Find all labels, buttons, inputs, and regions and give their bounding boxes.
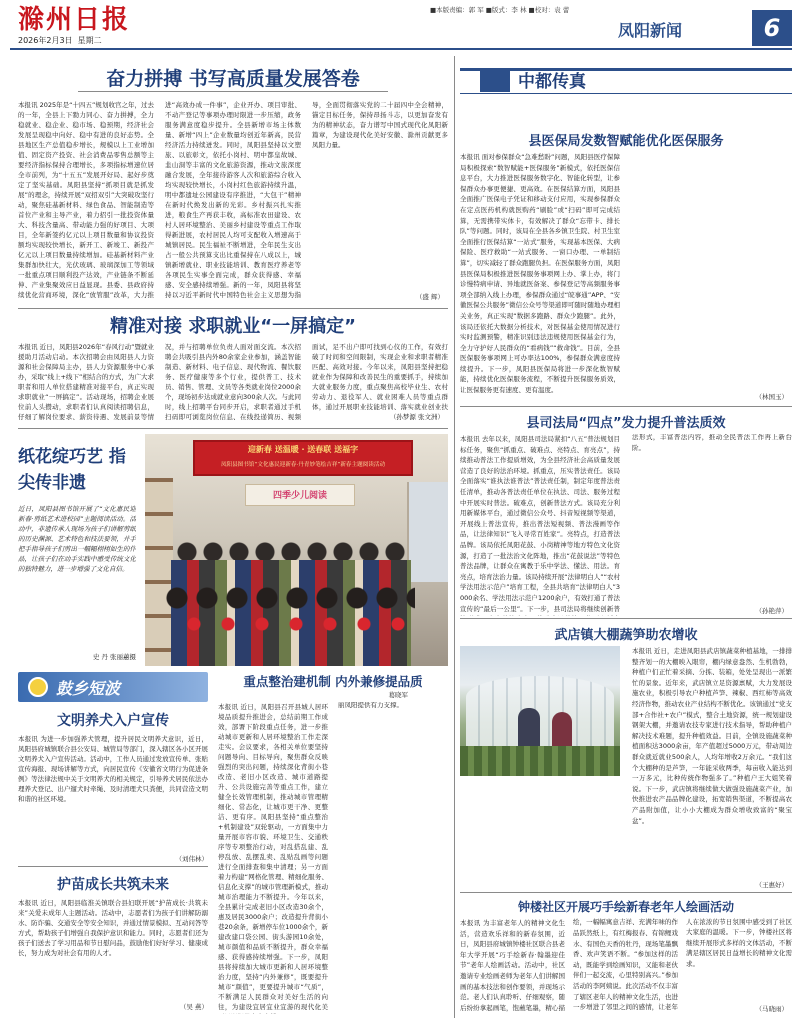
article-headline: 精准对接 求职就业“一屏搞定” <box>110 316 356 337</box>
article-text-col-2 <box>632 152 792 392</box>
short-news-2-text-col <box>18 898 208 998</box>
article-text-col-2 <box>165 342 301 422</box>
article-text-col-2 <box>632 434 792 606</box>
article-text: 本报讯 去年以来，凤阳县司法局紧扣“八五”普法规划目标任务，聚焦“抓重点、破难点、亮特点、育亮点”，持续推动普法工作提质增效，为全县经济社会高质量发展营造了良好的法治环境。抓重点，压实普法责任。该局全面落实“谁执法谁普法”普法责任制，制定年度普法责任清单，推动各普法责任单位在执法、司法、服务过程中开展实时普法。破难点，创新普法方式。该局充分利用新媒体平台，通过微信公众号、抖音短视频等渠道，开展线上普法宣传，推出普法短视频、普法漫画等作品，让法律知识“飞入寻常百姓家”。亮特点，打造普法品牌。该局依托凤阳花鼓、小岗精神等地方特色文化资源，打造了一批法治文化阵地，推出“花鼓说法”等特色普法品牌，让群众在寓教于乐中学法、懂法、用法。育亮点，培育法治力量。该局持续开展“法律明白人”“农村学法用法示范户”培育工程，全县共培育“法律明白人”3000余名、学法用法示范户1200余户，有效打通了普法宣传的“最后一公里”。下一步，县司法局将继续创新普 <box>460 435 620 613</box>
article-author: （林国玉） <box>755 393 788 401</box>
article-text-col-1 <box>218 702 328 1014</box>
article-text: 绘，一幅幅寓意吉祥、充满年味的作品跃然纸上，有红梅报春、有锦鲤戏水、有国色天香的牡丹，现场笔墨飘香、欢声笑语不断。“参加这样的活动，既能学到绘画知识，又能和老伙伴们一起交流，心里特别高兴。”参加活动的李阿姨说。此次活动不仅丰富了辖区老年人的精神文化生活，也进一步增进了邻里之间的感情，让老年 <box>573 918 678 1012</box>
article-development <box>18 58 448 306</box>
article-text: 本报讯 近日，走进凤阳县武店镇蔬菜种植基地，一排排整齐划一的大棚映入眼帘，棚内绿意盎然、生机勃勃，种植户们正忙着采摘、分拣、装箱，处处呈现出一派繁忙的景象。近年来，武店镇立足资源禀赋，大力发展设施农业，积极引导农户种植芦笋、辣椒、西红柿等高效经济作物，推动农业产业结构不断优化。该镇通过“党支部+合作社+农户”模式，整合土地资源，统一规划建设钢架大棚，并邀请农技专家进行技术指导，帮助种植户解决技术难题，提升种植效益。目前，全镇设施蔬菜种植面积达3000余亩，年产值超过5000万元，带动周边群众就近就业500余人，人均年增收2万余元。“我们这个大棚种的是芦笋，一年能采收两季，每亩收入能达到一万多元，比种传统作物强多了。”种植户王大姐笑着说。下一步，武店镇将继续做大做强设施蔬菜产业，加快推进农产品品牌化建设，拓宽销售渠道，不断提高农产品附加值，让小小大棚成为群众增收致富的“聚宝盆”。 <box>632 647 792 825</box>
logo-block <box>480 70 510 92</box>
board-text: 四季少儿阅读 <box>272 491 327 501</box>
article-text-col-3 <box>312 100 448 290</box>
caption-text: 近日，凤阳县图书馆开展了“文化惠民迎新春·剪纸艺术进校园”主题阅读活动。活动中，非遗传承人现场为孩子们讲解剪纸的历史渊源、艺术特色和技法要领，并手把手指导孩子们剪出一幅幅栩栩如生的作品，让孩子们在动手实践中感受传统文化的独特魅力，进一步增强了文化自信。 <box>18 505 136 573</box>
photo-banner <box>193 440 413 476</box>
section-header-bar <box>460 68 792 94</box>
section-header-title: 中都传真 <box>518 72 586 92</box>
article-headline: 武店镇大棚蔬笋助农增收 <box>554 628 698 643</box>
article-text-col-3 <box>686 918 792 1004</box>
article-text: 进“高效办成一件事”，企业开办、项目审批、不动产登记等事项办理时限进一步压缩，政务服务满意度稳步提升。全县新增市场主体数量、新增“四上”企业数量均创近年新高，民营经济活力持续迸发。同时，凤阳县坚持以文塑旅、以旅彰文，依托小岗村、明中都皇故城、韭山洞等丰富的文化旅游资源，推动文旅深度融合发展，全年接待游客人次和旅游综合收入均实现较快增长，小岗村红色旅游持续升温，明中都遗址公园建设有序推进，“大包干”精神在新时代焕发出新的光彩。乡村振兴扎实推进，粮食生产再获丰收，高标准农田建设、农村人居环境整治、美丽乡村建设等重点工作取得新进展，农村居民人均可支配收入增速高于城镇居民。民生福祉不断增进，全年民生支出占一般公共预算支出比重保持在八成以上，城镇新增就业、职业技能培训、教育医疗养老等各项民生实事全面完成，群众获得感、幸福感、安全感持续增强。新的一年，凤阳县将坚持以习近平新时代中国特色社会主义思想为指 <box>165 101 301 299</box>
article-text-col-2 <box>338 702 448 1014</box>
article-text-col-2 <box>573 918 678 1014</box>
article-renovation <box>218 672 448 1017</box>
farm-photo <box>460 646 620 776</box>
article-text-col-3 <box>312 342 448 412</box>
caption-text-col <box>18 504 136 644</box>
article-headline: 钟楼社区开展巧手绘新春老年人绘画活动 <box>517 900 734 914</box>
article-text-col-2 <box>632 646 792 878</box>
headline-rule <box>78 91 388 92</box>
page-number: 6 <box>763 14 781 42</box>
banner-line-1: 迎新春 送温暖 · 送春联 送福字 <box>247 445 359 454</box>
event-photo <box>145 434 448 666</box>
divider <box>18 308 448 309</box>
page-number-badge <box>752 10 792 46</box>
left-bookshelf <box>145 478 173 666</box>
short-news-column <box>18 672 208 1017</box>
article-text: 人在浓浓的节日氛围中感受到了社区大家庭的温暖。下一步，钟楼社区将继续开展形式多样的文体活动，不断满足辖区居民日益增长的精神文化需求。 <box>686 918 792 969</box>
article-text-col-1 <box>18 100 154 300</box>
article-author: （马晓雨） <box>755 1005 788 1013</box>
article-text: 面试，足不出户即可找到心仪的工作，有效打破了时间和空间限制，实现企业和求职者精准匹配、高效对接。今年以来，凤阳县坚持把稳就业作为保障和改善民生的重要抓手，持续加大就业服务力度，重点聚焦高校毕业生、农村劳动力、退役军人、就业困难人员等重点群体，通过开展职业技能培训、落实就业创业扶 <box>312 343 448 411</box>
photo-caption-block <box>18 434 136 666</box>
short-news-1-text: 本报讯 为进一步加强养犬管理，提升居民文明养犬意识，近日，凤阳县府城镇联合县公安局、城管局等部门，深入辖区各小区开展文明养犬入户宣传活动。活动中，工作人员通过发放宣传单、张贴宣传海报、现场讲解等方式，向居民宣传《安徽省文明行为促进条例》等法律法规中关于文明养犬的相关规定，引导养犬居民依法办理养犬登记、出户遛犬时牵绳、及时清理犬只粪便，共同营造文明和谐的社区环境。 <box>18 735 208 803</box>
editors-line: ■本版责编：郭 军 ■版式：李 林 ■校对：袁 蕾 <box>430 6 570 14</box>
short-news-2-text: 本报讯 近日，凤阳县临淮关镇联合县妇联开展“护苗成长·共筑未来”关爱未成年人主题活动。活动中，志愿者们为孩子们讲解防溺水、防诈骗、交通安全等安全知识，并通过情景模拟、互动问答等方式，帮助孩子们增强自我保护意识和能力。同时，志愿者们还为孩子们送去了学习用品和节日慰问品，鼓励他们好好学习、健康成长，努力成为对社会有用的人才。 <box>18 899 208 957</box>
masthead-rule <box>10 48 792 50</box>
greenhouse <box>466 676 614 746</box>
article-text: 本报讯 近日，凤阳县2026年“春风行动”暨就业援助月活动启动。本次招聘会由凤阳县人力资源和社会保障局主办，县人力资源服务中心承办，采取“线上+线下”相结合的方式，为广大求职者和用人单位搭建精准对接平台，真正实现求职就业“一屏搞定”。活动现场，招聘企业展位前人头攒动，求职者们认真阅读招聘信息，仔细了解岗位要求、薪资待遇、发展前景等情 <box>18 343 154 421</box>
divider <box>460 618 792 619</box>
reading-board <box>245 484 355 506</box>
article-author: （孙梦源 张文洲） <box>389 413 444 421</box>
short-news-1-text-col <box>18 734 208 854</box>
article-text: 丽凤阳提供有力支撑。 <box>338 702 403 709</box>
short-news-2-author: （吴 燕） <box>179 1003 208 1011</box>
right-window <box>407 482 448 582</box>
short-news-title: 鼓乡短波 <box>56 679 121 698</box>
article-text-col-3 <box>460 780 620 880</box>
divider <box>460 406 792 407</box>
article-author: （盛 辉） <box>415 293 444 301</box>
section-name: 凤阳新闻 <box>618 21 683 40</box>
newspaper-logo: 滁州日报 <box>18 5 131 35</box>
weekday-text: 星期二 <box>77 36 102 45</box>
article-text: 本报讯 面对参保群众“急难愁盼”问题，凤阳县医疗保障局积极探索“数智赋能+医保服务”新模式，依托医保信息平台，大力推进医保服务数字化、智能化转型，让参保群众办事更便捷、更高效。在医保结算方面，凤阳县全面推广医保电子凭证和移动支付应用，实现参保群众在定点医药机构就医购药“刷脸”或“扫码”即可完成结算，无需携带实体卡，有效解决了群众“忘带卡、排长队”等问题。同时，该局在全县各乡镇卫生院、村卫生室全面推行医保结算“一站式”服务，实现基本医保、大病保险、医疗救助“一站式服务、一窗口办理、一单制结算”，切实减轻了群众跑腿负担。在医保服务方面，凤阳县医保局积极推进医保服务事项网上办、掌上办，将门诊慢特病申请、异地就医备案、参保登记等高频服务事项全部纳入线上办理，参保群众通过“皖事通”APP、“安徽医保公共服务”微信公众号等渠道即可随时随地办理相关业务，真正实现“数据多跑路、群众少跑腿”。此外，该局还依托大数据分析技术，对医保基金使用情况进行实时监测预警，精准识别违法违规使用医保基金行为，全力守护好人民群众的“看病钱”“救命钱”。目前，全县医保服务事项网上可办率达100%，参保群众满意度持续提升。下一步，凤阳县医保局将进一步深化数智赋能，持续优化医保服务流程，不断提升医保服务质效，让医保服务更有速度、更有温度。 <box>460 153 620 395</box>
crop-rows <box>460 746 620 776</box>
photo-credit: 史 丹 张丽蕙摄 <box>92 653 136 661</box>
caption-headline: 纸花绽巧艺 指尖传非遗 <box>18 447 126 493</box>
article-headline: 县医保局发数智赋能优化医保服务 <box>528 134 724 149</box>
divider <box>18 866 208 867</box>
article-text-col-1 <box>460 918 565 1014</box>
date-text: 2026年2月3日 <box>18 36 73 45</box>
article-byline: 葛晓军 <box>388 691 408 699</box>
issue-date <box>18 35 102 46</box>
article-text-col-2 <box>165 100 301 300</box>
divider <box>18 428 448 429</box>
crowd-front-row <box>165 584 415 614</box>
right-section <box>460 56 792 1018</box>
article-text-col-1 <box>460 152 620 402</box>
article-text-col-1 <box>18 342 154 422</box>
short-news-1-author: （刘伟林） <box>175 855 208 863</box>
divider <box>460 892 792 893</box>
article-headline: 重点整治建机制 内外兼修提品质 <box>243 674 423 689</box>
drum-icon <box>28 677 48 697</box>
short-news-header <box>18 672 208 702</box>
column-divider <box>454 56 455 1018</box>
article-text: 本报讯 为丰富老年人的精神文化生活，营造欢乐祥和的新春氛围，近日，凤阳县府城镇钟楼社区联合县老年大学开展“巧手绘新春·翰墨迎佳节”老年人绘画活动。活动中，社区邀请专业绘画老师为老年人们讲解国画的基本技法和创作要领，并现场示范。老人们认真聆听、仔细观察，随后纷纷拿起画笔，饱蘸笔墨，精心描 <box>460 919 565 1012</box>
papercut-artworks <box>185 616 405 632</box>
article-headline: 奋力拼搏 书写高质量发展答卷 <box>106 68 360 90</box>
article-text: 导，全面贯彻落实党的二十届四中全会精神，锚定目标任务，保持昂扬斗志，以更加奋发有为的精神状态，奋力谱写中国式现代化凤阳新篇章，为建设现代化美好安徽、滁州贡献更多凤阳力量。 <box>312 101 448 149</box>
banner-line-2: 凤阳县图书馆“文化惠民迎新春·丹青妙笔绘吉祥”新春主题阅读活动 <box>220 462 386 468</box>
article-text: 况，并与招聘单位负责人面对面交流。本次招聘会共吸引县内外80余家企业参加，涵盖智能制造、新材料、电子信息、现代物流、餐饮服务、医疗健康等多个行业，提供普工、技术员、销售、管理、文员等各类就业岗位2000余个，现场初步达成就业意向300余人次。与此同时，线上招聘平台同步开启，求职者通过手机扫码即可浏览岗位信息、在线投递简历、视频 <box>165 343 301 421</box>
article-author: （王惠好） <box>755 881 788 889</box>
article-employment <box>18 312 448 424</box>
article-text-col-1 <box>460 434 620 616</box>
article-text: 本报讯 2025年是“十四五”规划收官之年，过去的一年，全县上下勠力同心、奋力拼搏，全力稳就业、稳企业、稳市场、稳预期，经济社会发展呈现稳中向好、稳中有进的良好态势。全县地区生产总值稳步增长，规模以上工业增加值、固定资产投资、社会消费品零售总额等主要经济指标保持合理增长，多项指标增速位居全市前列，为“十五五”发展开好局、起好步奠定了坚实基础。凤阳县坚持“抓项目就是抓发展”的理念，持续开展“双招双引”大突破攻坚行动，聚焦硅基新材料、绿色食品、智能制造等首位产业和主导产业，着力招引一批投资体量大、科技含量高、带动能力强的好项目、大项目，全年新签约亿元以上项目数量和协议投资额均实现较快增长，新开工、新竣工、新投产亿元以上项目数量持续增加。硅基新材料产业集群加快壮大，光伏玻璃、玻璃深加工等领域一批重点项目顺利投产达效，产业链条不断延伸、产业集聚效应日益显现。县委、县政府持续优化营商环境，深化“放管服”改革，大力推 <box>18 101 154 299</box>
article-text: 本报讯 近日，凤阳县召开县城人居环境品质提升推进会，总结前期工作成效，部署下阶段重点任务，进一步推动城市更新和人居环境整治工作走深走实。会议要求，各相关单位要坚持问题导向、目标导向，聚焦群众反映强烈的突出问题，持续深化背街小巷改造、老旧小区改造、城市道路提升、公共设施完善等重点工作，建立健全长效管理机制，推动城市管理精细化、常态化，让城市更干净、更整洁、更有序。凤阳县坚持“重点整治+机制建设”双轮驱动，一方面集中力量开展市容市貌、环境卫生、交通秩序等专项整治行动，对乱搭乱建、乱停乱放、乱摆乱卖、乱贴乱画等问题进行全面排查和集中清理；另一方面着力构建“网格化管理、精细化服务、信息化支撑”的城市管理新模式，推动城市治理能力不断提升。今年以来，全县累计完成老旧小区改造30余个，惠及居民3000余户；改造提升背街小巷20余条，新增停车位1000余个，新建改建口袋公园、街头游园10余处，城市颜值和品质不断提升，群众幸福感、获得感持续增强。下一步，凤阳县将持续加大城市更新和人居环境整治力度，坚持“内外兼修”，既要提升城市“颜值”，更要提升城市“气质”，不断满足人民群众对美好生活的向往，为建设宜居宜业宜游的现代化美 <box>218 703 328 1011</box>
short-news-1-headline: 文明养犬入户宣传 <box>57 713 169 729</box>
article-headline: 县司法局“四点”发力提升普法质效 <box>526 416 726 431</box>
article-author: （孙艳萍） <box>755 607 788 615</box>
article-text: 法形式，丰富普法内容，推动全民普法工作再上新台阶。 <box>632 434 792 452</box>
masthead <box>0 0 800 50</box>
short-news-2-headline: 护苗成长共筑未来 <box>57 877 169 893</box>
